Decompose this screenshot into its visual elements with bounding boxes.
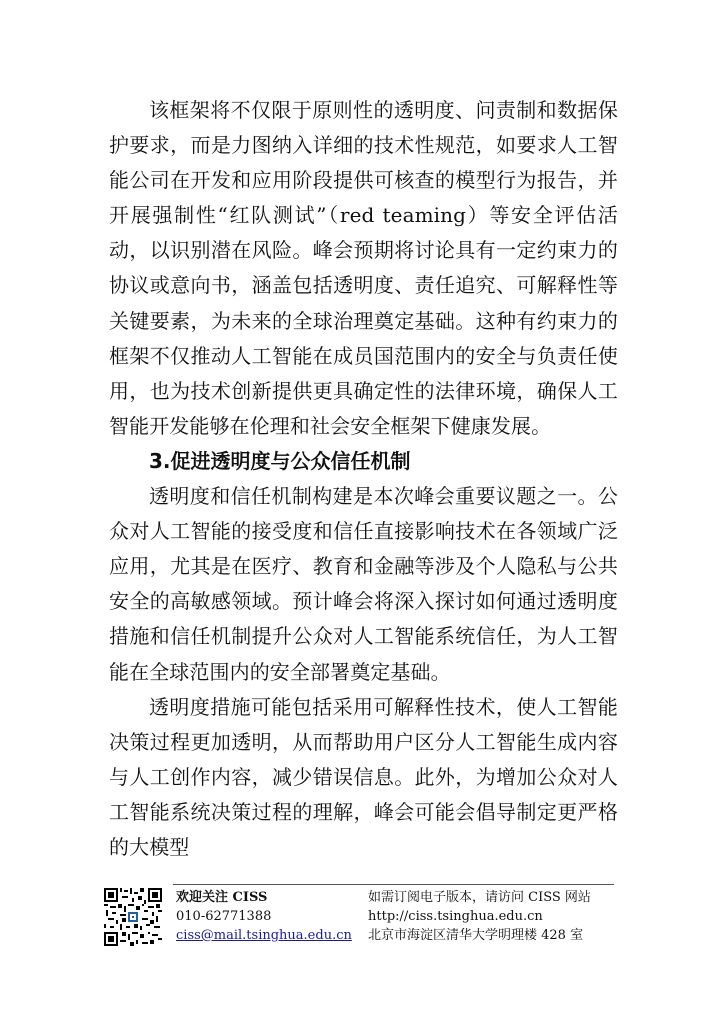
email-link[interactable]: ciss@mail.tsinghua.edu.cn: [176, 928, 352, 943]
page-footer: [104, 884, 618, 948]
subscribe-note: 如需订阅电子版本，请访问 CISS 网站: [368, 890, 591, 905]
footer-contact: [176, 888, 366, 945]
follow-label: 欢迎关注 CISS: [176, 890, 268, 905]
paragraph-framework: 该框架将不仅限于原则性的透明度、问责制和数据保护要求，而是力图纳入详细的技术性规范，如要求人工智能公司在开发和应用阶段提供可核查的模型行为报告，并开展强制性“红队测试”（red teaming）等安全评估活动，以识别潜在风险。峰会预期将讨论具有一定约束力的协议或意向书，涵盖包括透明度、责任追究、可解释性等关键要素，为未来的全球治理奠定基础。这种有约束力的框架不仅推动人工智能在成员国范围内的安全与负责任使用，也为技术创新提供更具确定性的法律环境，确保人工智能开发能够在伦理和社会安全框架下健康发展。: [109, 98, 618, 438]
phone-number: 010-62771388: [176, 909, 272, 924]
postal-address: 北京市海淀区清华大学明理楼 428 室: [368, 928, 584, 943]
qr-code-icon: [104, 888, 162, 946]
website-url[interactable]: http://ciss.tsinghua.edu.cn: [368, 909, 543, 924]
paragraph-transparency-measures: 透明度措施可能包括采用可解释性技术，使人工智能决策过程更加透明，从而帮助用户区分人工智能生成内容与人工创作内容，减少错误信息。此外，为增加公众对人工智能系统决策过程的理解，峰会可能会倡导制定更严格的大模型: [109, 694, 618, 859]
footer-divider: [173, 884, 614, 885]
body-text: [109, 93, 618, 865]
footer-website-info: [368, 888, 618, 945]
paragraph-transparency-trust: 透明度和信任机制构建是本次峰会重要议题之一。公众对人工智能的接受度和信任直接影响技术在各领域广泛应用，尤其是在医疗、教育和金融等涉及个人隐私与公共安全的高敏感领域。预计峰会将深入探讨如何通过透明度措施和信任机制提升公众对人工智能系统信任，为人工智能在全球范围内的安全部署奠定基础。: [109, 484, 618, 684]
section-heading: 3.促进透明度与公众信任机制: [149, 448, 411, 473]
